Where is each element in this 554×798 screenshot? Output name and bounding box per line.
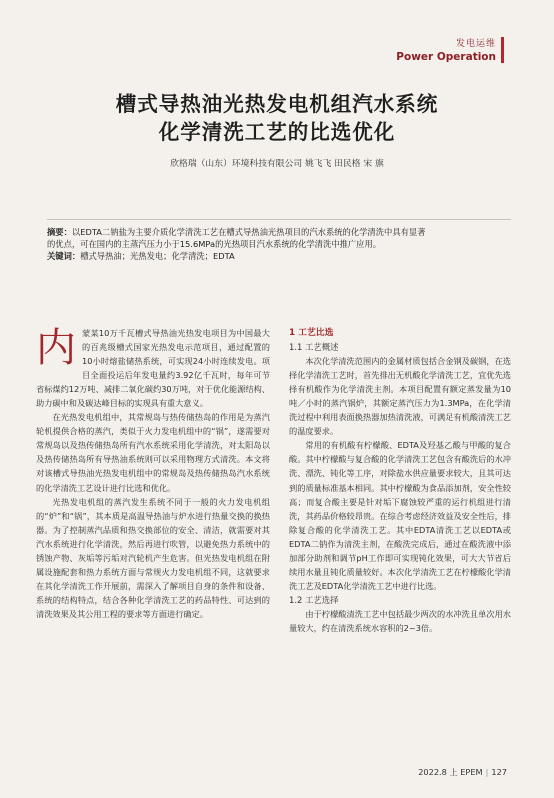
abstract-line-1: [47, 226, 511, 238]
title-line-2: 化学清洗工艺的比选优化: [158, 120, 396, 144]
section-tag-bar: [501, 37, 504, 63]
drop-cap: 内: [36, 325, 76, 371]
keywords-label: 关键词：: [47, 251, 81, 262]
abstract-text-1: 以EDTA二钠盐为主要介质化学清洗工艺在槽式导热油光热项目的汽水系统的化学清洗中具有显著: [71, 227, 426, 237]
keywords-text: 槽式导热油；光热发电；化学清洗；EDTA: [80, 251, 235, 262]
abstract-label: 摘要：: [47, 227, 72, 237]
footer-issue: 2022.8 上 EPEM: [418, 767, 483, 777]
left-paragraph-3: 光热发电机组的蒸汽发生系统不同于一般的火力发电机组的“炉”和“锅”，其本质是高温导热油与炉水进行热量交换的换热器。为了控制蒸汽品质和热交换部位的安全、清洁，就需要对其汽水系统进行化学清洗，然后再进行吹管，以避免热力系统中的锈蚀产物、灰垢等污垢对汽轮机产生危害。但光热发电机组在附属设施配套和热力系统方面与常规火力发电机组不同，这就要求在其化学清洗工作开展前，需深入了解项目自身的条件和设备、系统的结构特点，结合各种化学清洗工艺的药品特性、可达到的清洗效果及其公用工程的要求等方面进行确定。: [36, 496, 270, 619]
authors: 欣格瑞（山东）环境科技有限公司 姚飞飞 田民格 宋 旗: [170, 159, 384, 169]
title-line-1: 槽式导热油光热发电机组汽水系统: [115, 92, 439, 116]
article-title: [0, 90, 554, 146]
right-paragraph-1: 本次化学清洗范围内的金属材质包括合金钢及碳钢，在选择化学清洗工艺时，首先排出无机酸化学清洗工艺，宜优先选择有机酸作为化学清洗主剂。本项目配置有额定蒸发量为10吨／小时的蒸汽锅炉，其额定蒸汽压力为1.3MPa，在化学清洗过程中利用表面换热器加热清洗液，可满足有机酸清洗工艺的温度要求。: [289, 356, 511, 437]
page-number: 127: [491, 767, 507, 777]
left-paragraph-1-text: 蒙某10万千瓦槽式导热油光热发电项目为中国最大的百兆级槽式国家光热发电示范项目，通过配置的10小时熔盐储热系统，可实现24小时连续发电。项目全面投运后年发电量约3.92亿千瓦时，每年可节省标煤约12万吨、减排二氧化碳约30万吨，对于优化能源结构、助力碳中和及碳达峰目标的实现具有重大意义。: [36, 328, 270, 409]
left-paragraph-1: [36, 326, 270, 410]
right-paragraph-2: 常用的有机酸有柠檬酸、EDTA及羟基乙酸与甲酸的复合酸。其中柠檬酸与复合酸的化学清洗工艺包含有酸洗后的水冲洗、漂洗、钝化等工序，对除盐水供应量要求较大，且其可达到的质量标准基本相同。其中柠檬酸为食品添加剂，安全性较高；而复合酸主要是针对垢下腐蚀较严重的运行机组进行清洗，其药品价格较昂贵。在综合考虑经济效益及安全性后，排除复合酸的化学清洗工艺。其中EDTA清洗工艺以EDTA或EDTA二钠作为清洗主剂，在酸洗完成后，通过在酸洗液中添加部分助剂和调节pH工作即可实现钝化效果，可大大节省后续用水量且钝化质量较好。本次化学清洗工艺在柠檬酸化学清洗工艺及EDTA化学清洗工艺中进行比选。: [289, 440, 511, 591]
section-heading-1: 1 工艺比选: [289, 328, 334, 338]
section-tag: [396, 38, 496, 64]
left-column: [36, 326, 270, 621]
abstract-line-2: 的优点，可在国内的主蒸汽压力小于15.6MPa的光热项目汽水系统的化学清洗中推广应用。: [47, 239, 382, 250]
subsection-heading-1-1: 1.1 工艺概述: [289, 342, 339, 353]
abstract-box: [47, 219, 511, 270]
page-footer: [418, 767, 507, 778]
right-paragraph-3: 由于柠檬酸清洗工艺中包括最少两次的水冲洗且单次用水量较大，约在清洗系统水容积的2~3倍。: [289, 608, 511, 633]
section-tag-en: Power Operation: [396, 51, 496, 63]
right-column: [289, 326, 511, 635]
footer-separator: |: [485, 767, 489, 777]
section-tag-cn: 发电运维: [455, 39, 496, 49]
subsection-heading-1-2: 1.2 工艺选择: [289, 594, 339, 605]
left-paragraph-2: 在光热发电机组中，其常规岛与热传储热岛的作用是为蒸汽轮机提供合格的蒸汽，类似于火力发电机组中的“锅”，遂需要对常规岛以及热传储热岛所有汽水系统采用化学清洗，对太阳岛以及热传储热岛所有导热油系统则可以采用物理方式清洗。本文将对该槽式导热油光热发电机组中的常规岛及热传储热岛汽水系统的化学清洗工艺设计进行比选和优化。: [36, 412, 270, 493]
keywords-line: [47, 250, 511, 262]
